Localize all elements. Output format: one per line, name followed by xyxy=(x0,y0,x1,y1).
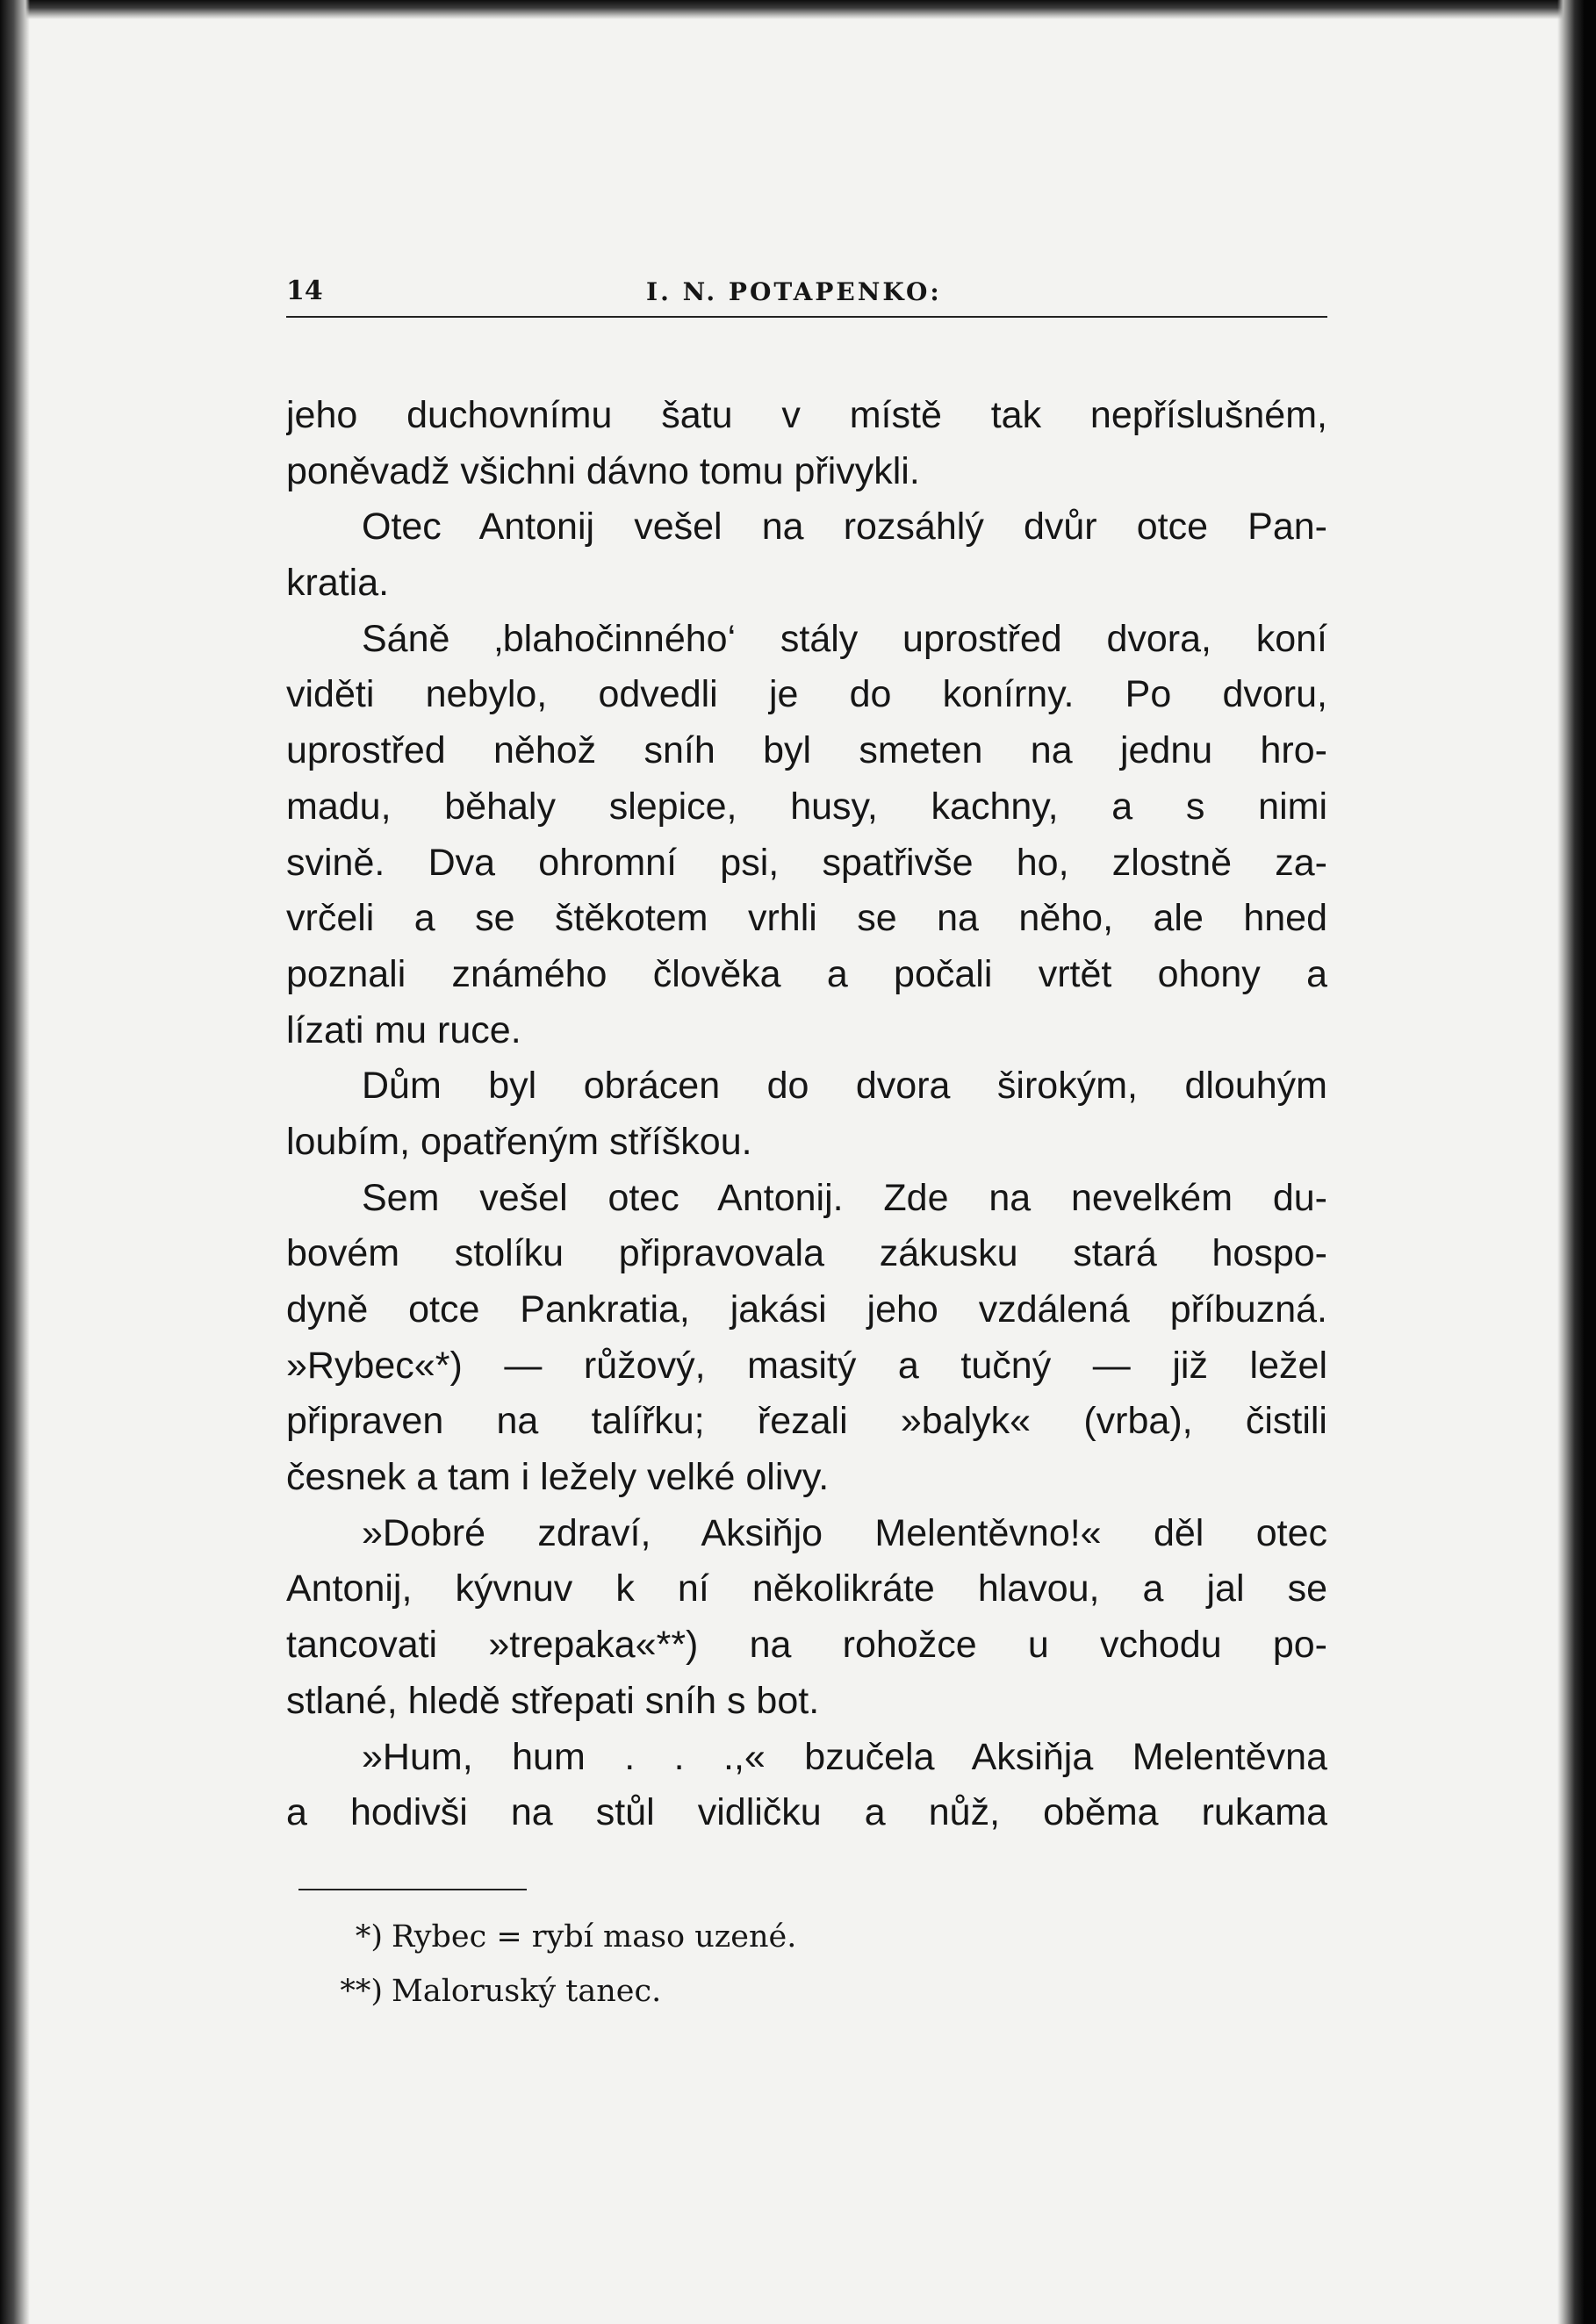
text-line: a hodivši na stůl vidličku a nůž, oběma rukama xyxy=(286,1791,1327,1834)
running-head xyxy=(286,263,1327,318)
scan-edge-top xyxy=(0,0,1596,19)
text-line: »Rybec«*) — růžový, masitý a tučný — již ležel xyxy=(286,1344,1327,1387)
footnote-text: Rybec = rybí maso uzené. xyxy=(392,1919,797,1955)
text-line: dyně otce Pankratia, jakási jeho vzdálená příbuzná. xyxy=(286,1288,1327,1331)
text-line: kratia. xyxy=(286,562,390,605)
text-line: tancovati »trepaka«**) na rohožce u vchodu po- xyxy=(286,1624,1327,1667)
footnote-divider xyxy=(298,1889,527,1890)
text-line: »Dobré zdraví, Aksiňjo Melentěvno!« děl otec xyxy=(362,1511,1327,1554)
text-line: poznali známého člověka a počali vrtět ohony a xyxy=(286,952,1327,995)
footnote-text: Maloruský tanec. xyxy=(392,1973,662,2009)
text-line: lízati mu ruce. xyxy=(286,1008,521,1051)
text-line: Sem vešel otec Antonij. Zde na nevelkém du- xyxy=(362,1176,1327,1219)
text-line: svině. Dva ohromní psi, spatřivše ho, zlostně za- xyxy=(286,841,1327,884)
footnote xyxy=(286,1910,1327,1964)
body-text xyxy=(286,388,1327,1841)
text-line: »Hum, hum . . .,« bzučela Aksiňja Melentěvna xyxy=(362,1735,1327,1778)
text-line: loubím, opatřeným stříškou. xyxy=(286,1120,752,1163)
text-line: stlané, hledě střepati sníh s bot. xyxy=(286,1679,820,1722)
text-line: vrčeli a se štěkotem vrhli se na něho, ale hned xyxy=(286,897,1327,940)
text-line: připraven na talířku; řezali »balyk« (vrba), čistili xyxy=(286,1400,1327,1443)
footnote-mark: *) xyxy=(355,1919,383,1955)
page-number: 14 xyxy=(286,276,323,306)
text-line: Antonij, kývnuv k ní několikráte hlavou, a jal se xyxy=(286,1567,1327,1610)
footnotes xyxy=(286,1910,1327,2019)
text-line: bovém stolíku připravovala zákusku stará hospo- xyxy=(286,1232,1327,1275)
running-title: I. N. POTAPENKO: xyxy=(646,277,942,306)
text-line: Dům byl obrácen do dvora širokým, dlouhým xyxy=(362,1065,1327,1108)
text-line: jeho duchovnímu šatu v místě tak nepříslušném, xyxy=(286,394,1327,436)
text-line: uprostřed něhož sníh byl smeten na jednu hro- xyxy=(286,729,1327,772)
scan-edge-left xyxy=(0,0,30,2324)
footnote xyxy=(286,1964,1327,2019)
scan-edge-right xyxy=(1557,0,1596,2324)
text-line: madu, běhaly slepice, husy, kachny, a s nimi xyxy=(286,785,1327,828)
text-line: Otec Antonij vešel na rozsáhlý dvůr otce Pan- xyxy=(362,506,1327,549)
text-line: Sáně ‚blahočinného‘ stály uprostřed dvora, koní xyxy=(362,617,1327,660)
book-page xyxy=(286,263,1327,2019)
text-line: viděti nebylo, odvedli je do konírny. Po dvoru, xyxy=(286,673,1327,716)
footnote-mark: **) xyxy=(340,1973,383,2009)
text-line: česnek a tam i ležely velké olivy. xyxy=(286,1456,830,1499)
text-line: poněvadž všichni dávno tomu přivykli. xyxy=(286,449,920,492)
